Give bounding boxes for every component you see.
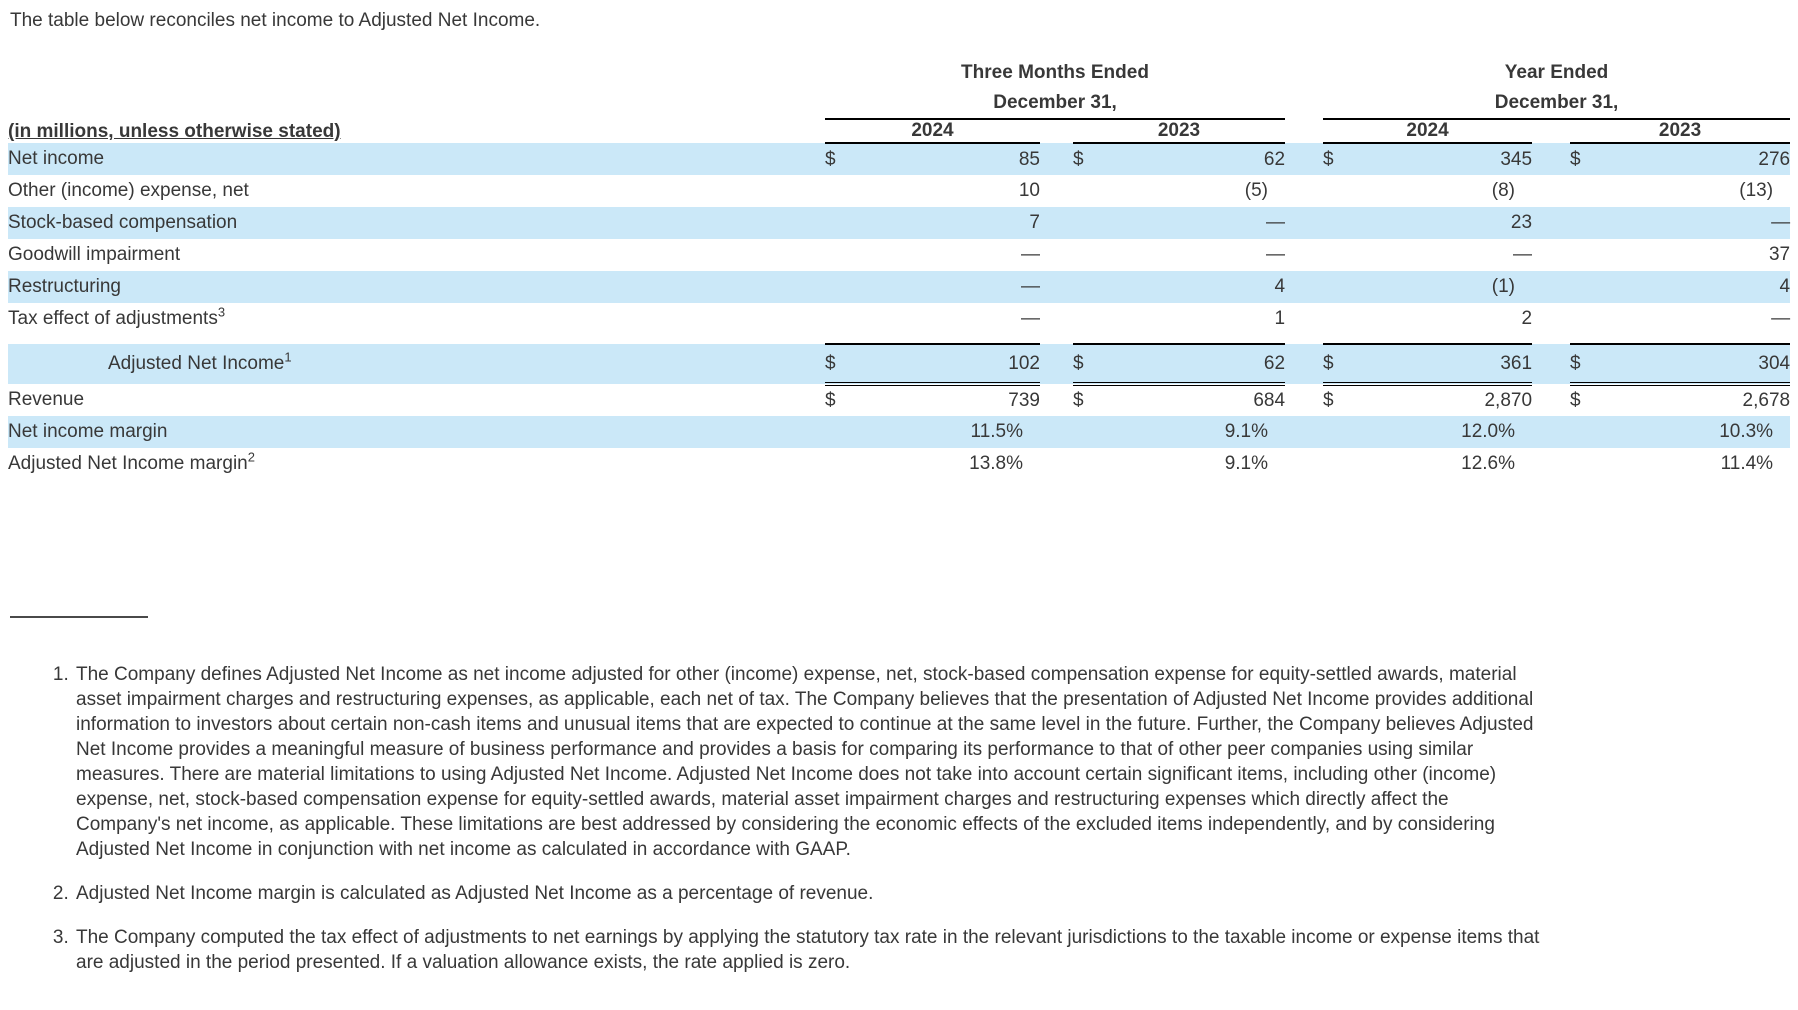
currency-spacer <box>825 416 872 448</box>
cell-value: 10.3% <box>1719 421 1774 442</box>
row-label-text: Goodwill impairment <box>8 244 181 265</box>
cell-value: — <box>1513 244 1533 265</box>
row-label <box>8 344 825 384</box>
column-gap <box>1040 416 1073 448</box>
row-label-text: Other (income) expense, net <box>8 180 249 201</box>
cell-value: 11.5% <box>970 421 1023 442</box>
currency-symbol: $ <box>1570 344 1617 384</box>
currency-spacer <box>1323 416 1370 448</box>
row-label <box>8 384 825 416</box>
cell-value: (1) <box>1491 276 1516 297</box>
cell-value: 304 <box>1617 344 1790 384</box>
row-label <box>8 448 825 480</box>
currency-spacer <box>825 448 872 480</box>
column-gap <box>1285 416 1323 448</box>
cell-value: (13) <box>1739 180 1774 201</box>
cell-value: 4 <box>1779 276 1791 297</box>
currency-symbol: $ <box>1570 390 1581 411</box>
currency-symbol: $ <box>825 148 836 170</box>
column-gap <box>1040 271 1073 303</box>
column-gap <box>1532 119 1570 143</box>
cell-value: (8) <box>1491 180 1516 201</box>
currency-spacer <box>1323 271 1370 303</box>
column-gap <box>1040 384 1073 416</box>
period-header-row <box>8 58 1790 119</box>
currency-spacer <box>1073 271 1120 303</box>
cell-value: 37 <box>1768 244 1791 265</box>
table-row-revenue <box>8 384 1790 416</box>
column-gap <box>1532 344 1570 384</box>
currency-spacer <box>825 271 872 303</box>
year-header-yr-2023: 2023 <box>1570 119 1790 143</box>
row-label-text: Revenue <box>8 389 85 410</box>
row-label-text: Net income <box>8 148 105 169</box>
currency-symbol: $ <box>1073 344 1120 384</box>
cell-value: 1 <box>1274 308 1286 329</box>
year-header-3mo-2023: 2023 <box>1073 119 1285 143</box>
column-gap <box>1040 448 1073 480</box>
column-gap <box>1532 303 1570 335</box>
currency-spacer <box>1570 303 1617 335</box>
currency-spacer <box>825 175 872 207</box>
cell-value: 7 <box>1029 212 1040 233</box>
cell-value: — <box>1021 308 1040 329</box>
cell-value: 13.8% <box>969 453 1023 474</box>
cell-value: 739 <box>1008 390 1040 411</box>
row-label <box>8 207 825 239</box>
group-title: Year Ended <box>1504 62 1609 83</box>
column-gap <box>1285 175 1323 207</box>
column-gap <box>1532 175 1570 207</box>
currency-symbol: $ <box>825 390 836 411</box>
currency-spacer <box>1323 448 1370 480</box>
cell-value: 684 <box>1253 390 1286 411</box>
currency-spacer <box>1323 207 1370 239</box>
spacer-cell <box>8 335 1790 344</box>
currency-spacer <box>1073 303 1120 335</box>
column-gap <box>1285 303 1323 335</box>
column-gap <box>1532 239 1570 271</box>
currency-spacer <box>825 239 872 271</box>
row-label-text: Stock-based compensation <box>8 212 238 233</box>
row-label <box>8 175 825 207</box>
table-row-adjusted-net-income-margin <box>8 448 1790 480</box>
row-label <box>8 143 825 175</box>
cell-value: 62 <box>1263 148 1286 170</box>
column-gap <box>1040 344 1073 384</box>
footnote-item-2: 2. Adjusted Net Income margin is calculated as Adjusted Net Income as a percentage of revenue. <box>74 881 1548 906</box>
row-label-text: Net income margin <box>8 421 168 442</box>
cell-value: — <box>1771 308 1791 329</box>
spacer-row <box>8 335 1790 344</box>
currency-symbol: $ <box>1570 148 1581 170</box>
table-row-other-income-expense <box>8 175 1790 207</box>
column-gap <box>1532 271 1570 303</box>
group-header-three-months <box>825 58 1285 119</box>
column-gap <box>1040 175 1073 207</box>
currency-spacer <box>1570 271 1617 303</box>
currency-spacer <box>1323 239 1370 271</box>
currency-symbol: $ <box>1323 148 1334 170</box>
column-gap <box>1285 448 1323 480</box>
footnote-item-3: 3. The Company computed the tax effect of adjustments to net earnings by applying the statutory tax rate in the relevant jurisdictions to the taxable income or expense items that are adjusted in the period presented. If a valuation allowance exists, the rate applied is zero. <box>74 925 1548 975</box>
footnote-item-1: 1. The Company defines Adjusted Net Income as net income adjusted for other (income) expense, net, stock-based compensation expense for equity-settled awards, material asset impairment charges and restructuring expenses, as applicable, each net of tax. The Company believes that the presentation of Adjusted Net Income provides additional information to investors about certain non-cash items and unusual items that are expected to continue at the same level in the future. Further, the Company believes Adjusted Net Income provides a meaningful measure of business performance and provides a basis for comparing its performance to that of other peer companies using similar measures. There are material limitations to using Adjusted Net Income. Adjusted Net Income does not take into account certain significant items, including other (income) expense, net, stock-based compensation expense for equity-settled awards, material asset impairment charges and restructuring expenses which directly affect the Company's net income, as applicable. These limitations are best addressed by considering the economic effects of the excluded items independently, and by considering Adjusted Net Income in conjunction with net income as calculated in accordance with GAAP. <box>74 662 1548 862</box>
group-title: Three Months Ended <box>961 62 1149 83</box>
currency-spacer <box>1073 239 1120 271</box>
cell-value: — <box>1021 276 1040 297</box>
table-row-net-income <box>8 143 1790 175</box>
column-gap <box>1285 207 1323 239</box>
row-label-text: Adjusted Net Income margin <box>8 453 248 474</box>
column-gap <box>1040 143 1073 175</box>
currency-spacer <box>1570 207 1617 239</box>
currency-symbol: $ <box>1073 390 1084 411</box>
intro-text: The table below reconciles net income to Adjusted Net Income. <box>10 10 541 31</box>
cell-value: 62 <box>1120 344 1285 384</box>
cell-value: 2 <box>1521 308 1533 329</box>
column-gap <box>1285 384 1323 416</box>
column-gap <box>1285 344 1323 384</box>
cell-value: — <box>1771 212 1791 233</box>
table-row-adjusted-net-income <box>8 344 1790 384</box>
currency-spacer <box>1570 448 1617 480</box>
cell-value: 9.1% <box>1224 421 1269 442</box>
currency-symbol: $ <box>1323 390 1334 411</box>
column-gap <box>1532 384 1570 416</box>
footnote-divider <box>10 616 148 618</box>
cell-value: 12.6% <box>1461 453 1516 474</box>
table-row-restructuring <box>8 271 1790 303</box>
cell-value: 2,870 <box>1484 390 1533 411</box>
units-label: (in millions, unless otherwise stated) <box>8 121 341 142</box>
cell-value: 12.0% <box>1461 421 1516 442</box>
row-label <box>8 416 825 448</box>
currency-spacer <box>825 207 872 239</box>
footnote-ref: 1 <box>284 349 292 365</box>
row-label-text: Restructuring <box>8 276 121 297</box>
currency-spacer <box>1323 175 1370 207</box>
column-gap <box>1532 416 1570 448</box>
cell-value: 345 <box>1500 148 1533 170</box>
group-subtitle: December 31, <box>993 92 1117 113</box>
currency-spacer <box>1073 207 1120 239</box>
column-gap <box>1040 207 1073 239</box>
column-gap <box>1285 143 1323 175</box>
currency-symbol: $ <box>825 344 872 384</box>
cell-value: 2,678 <box>1742 390 1791 411</box>
currency-spacer <box>1073 448 1120 480</box>
row-label <box>8 271 825 303</box>
cell-value: 9.1% <box>1224 453 1269 474</box>
group-subtitle: December 31, <box>1494 92 1619 113</box>
cell-value: (5) <box>1244 180 1269 201</box>
row-label <box>8 303 825 335</box>
row-label-text: Adjusted Net Income <box>108 353 285 374</box>
corner-spacer <box>8 58 825 119</box>
row-label <box>8 239 825 271</box>
column-gap <box>1532 207 1570 239</box>
cell-value: 102 <box>872 344 1040 384</box>
year-header-3mo-2024: 2024 <box>825 119 1040 143</box>
column-gap <box>1040 119 1073 143</box>
cell-value: — <box>1266 244 1286 265</box>
cell-value: 11.4% <box>1720 453 1774 474</box>
table-row-stock-based-compensation <box>8 207 1790 239</box>
table-row-net-income-margin <box>8 416 1790 448</box>
column-gap <box>1040 303 1073 335</box>
currency-spacer <box>1570 239 1617 271</box>
column-gap <box>1285 239 1323 271</box>
currency-spacer <box>1073 416 1120 448</box>
column-gap <box>1285 271 1323 303</box>
column-gap <box>1532 143 1570 175</box>
currency-symbol: $ <box>1323 344 1370 384</box>
currency-spacer <box>825 303 872 335</box>
cell-value: 10 <box>1018 180 1040 201</box>
cell-value: 85 <box>1018 148 1040 170</box>
column-gap <box>1040 239 1073 271</box>
table-row-tax-effect <box>8 303 1790 335</box>
year-header-row <box>8 119 1790 143</box>
currency-spacer <box>1323 303 1370 335</box>
reconciliation-table <box>8 58 1790 480</box>
currency-spacer <box>1073 175 1120 207</box>
row-label-text: Tax effect of adjustments <box>8 308 218 329</box>
currency-spacer <box>1570 416 1617 448</box>
cell-value: — <box>1266 212 1286 233</box>
cell-value: 276 <box>1758 148 1791 170</box>
cell-value: — <box>1021 244 1040 265</box>
cell-value: 23 <box>1510 212 1533 233</box>
table-row-goodwill-impairment <box>8 239 1790 271</box>
currency-spacer <box>1570 175 1617 207</box>
group-header-year-ended <box>1323 58 1790 119</box>
cell-value: 361 <box>1370 344 1532 384</box>
year-header-yr-2024: 2024 <box>1323 119 1532 143</box>
footnote-list <box>0 662 1548 975</box>
group-gap <box>1285 58 1323 119</box>
footnote-ref: 2 <box>247 449 255 465</box>
footnote-ref: 3 <box>217 304 226 320</box>
currency-symbol: $ <box>1073 148 1084 170</box>
column-gap <box>1285 119 1323 143</box>
column-gap <box>1532 448 1570 480</box>
cell-value: 4 <box>1274 276 1286 297</box>
